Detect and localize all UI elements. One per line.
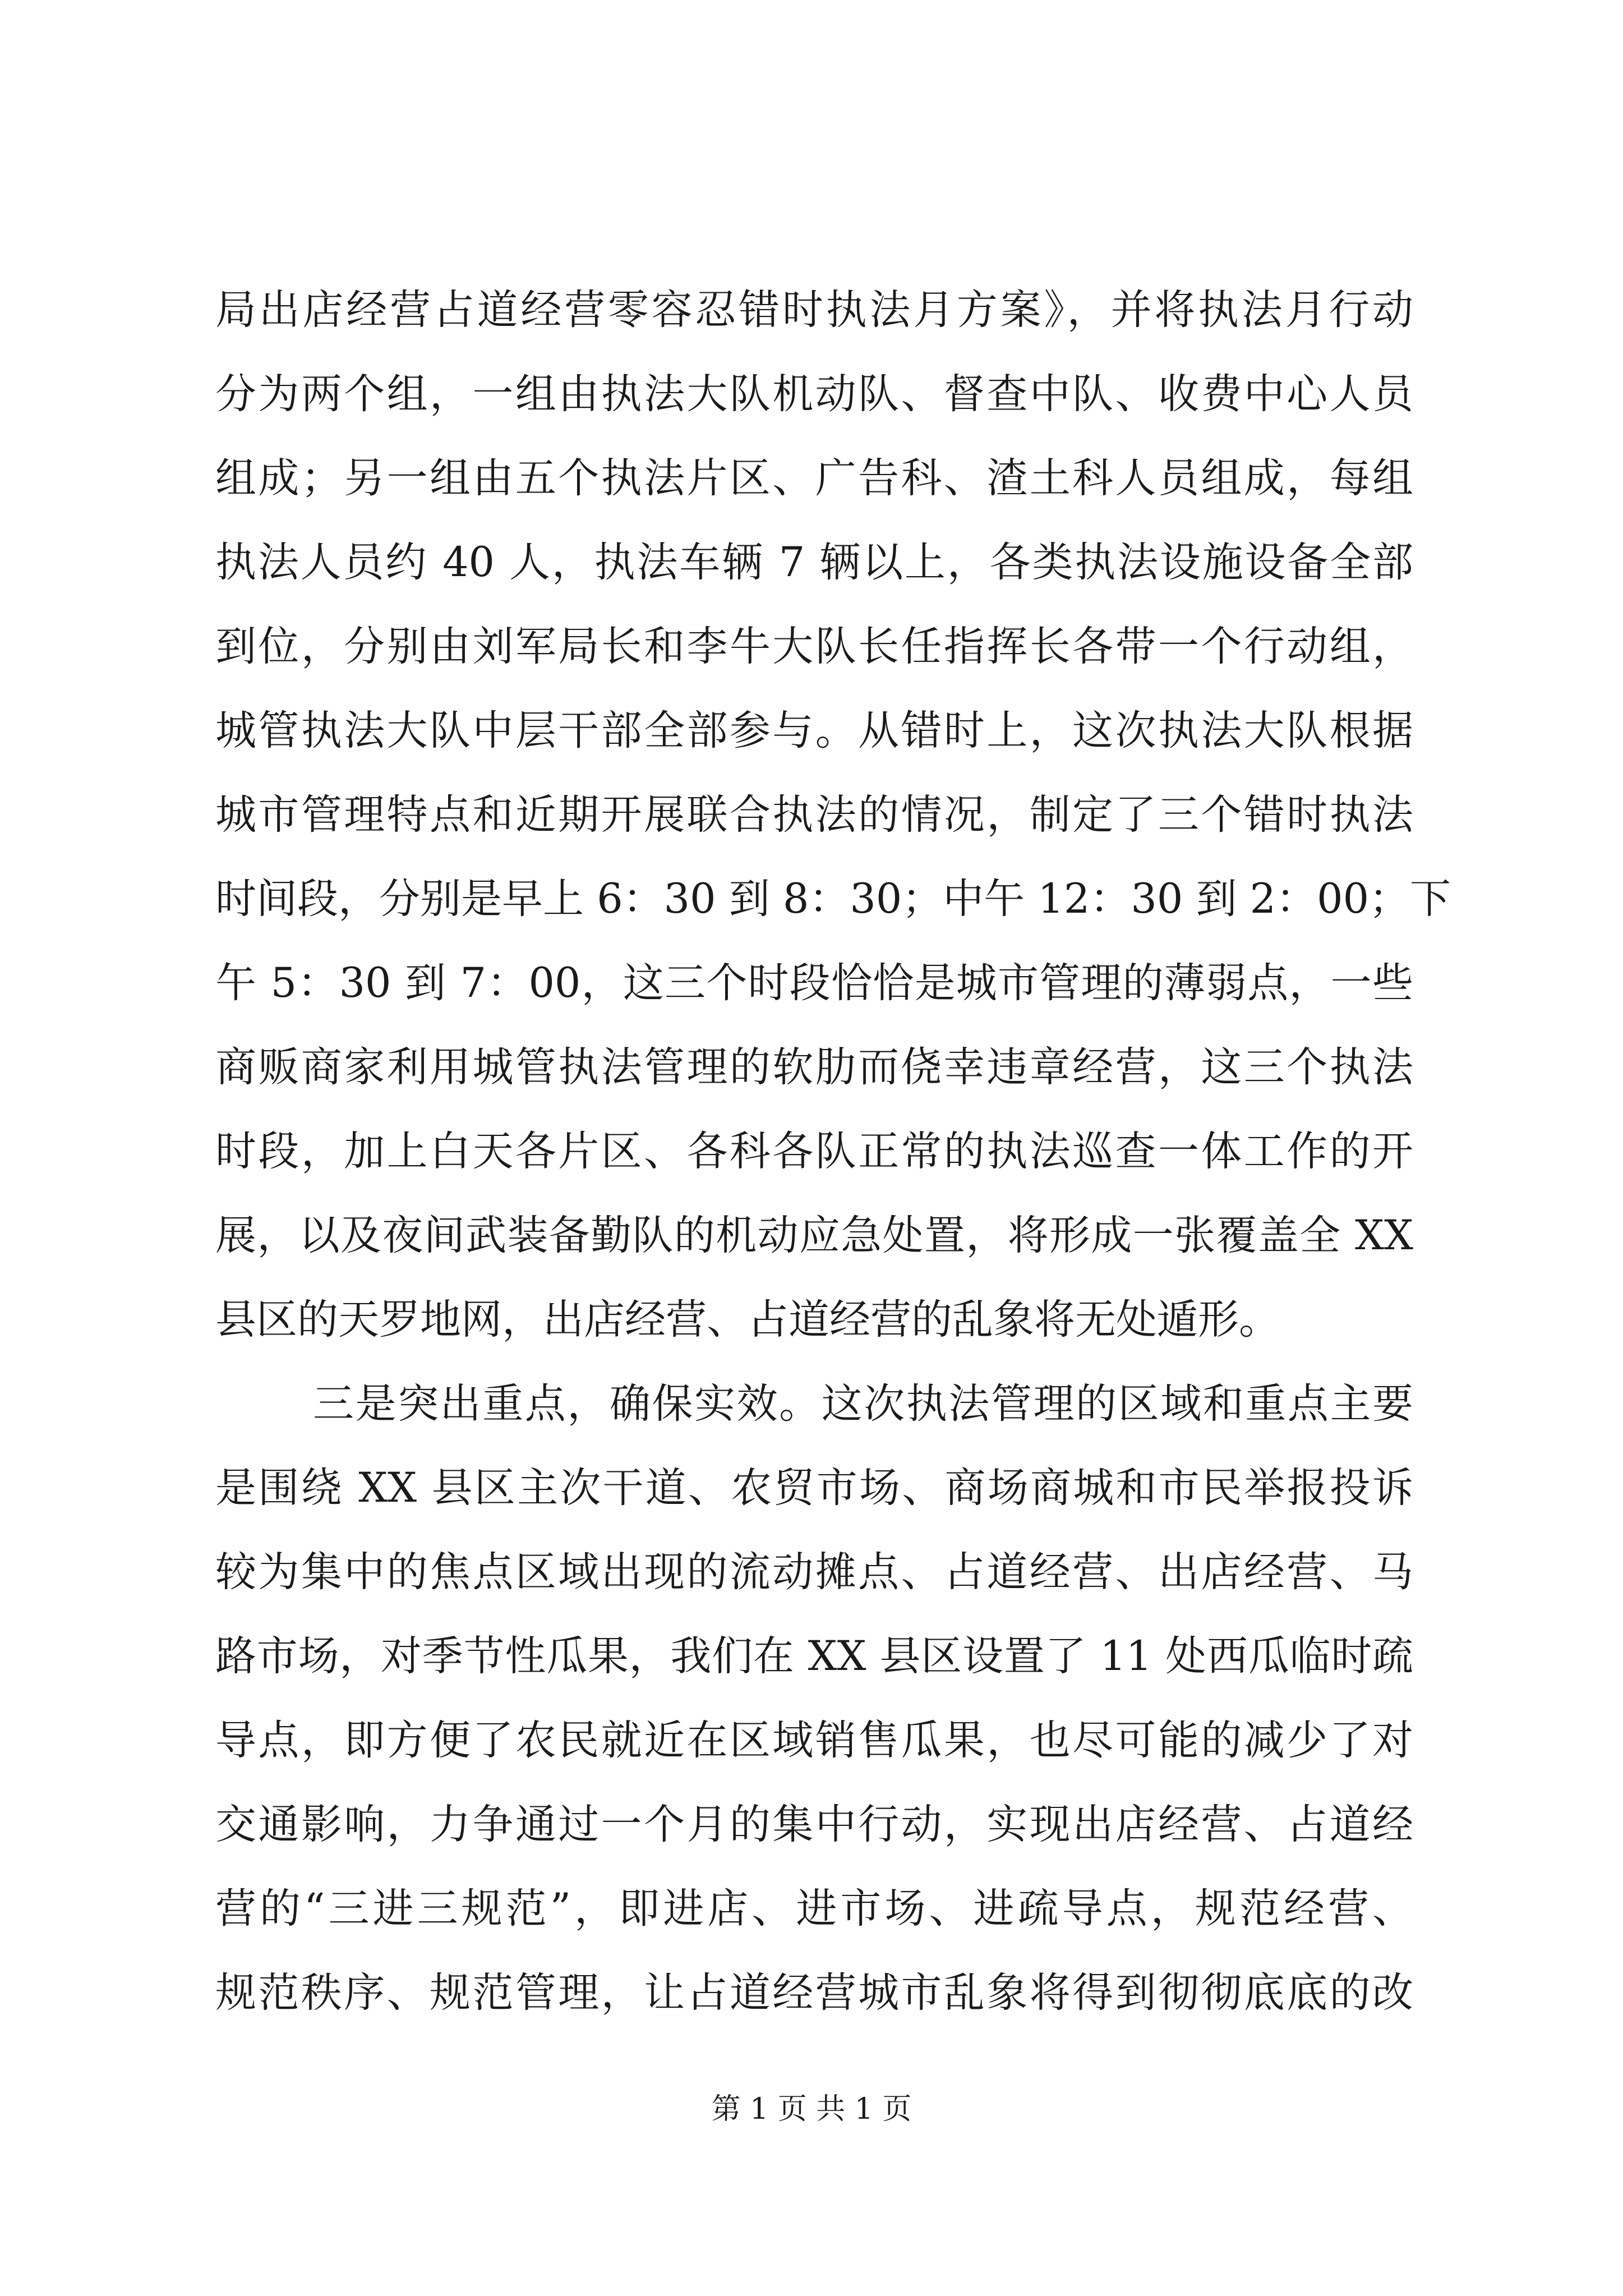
text-line: 展，以及夜间武装备勤队的机动应急处置，将形成一张覆盖全 XX bbox=[215, 1212, 1413, 1259]
text-line: 到位，分别由刘军局长和李牛大队长任指挥长各带一个行动组， bbox=[215, 623, 1413, 670]
text-line: 分为两个组，一组由执法大队机动队、督查中队、收费中心人员 bbox=[215, 370, 1413, 418]
text-line: 时间段，分别是早上 6：30 到 8：30；中午 12：30 到 2：00；下 bbox=[215, 875, 1451, 923]
text-line: 组成；另一组由五个执法片区、广告科、渣土科人员组成，每组 bbox=[215, 454, 1413, 502]
text-line: 执法人员约 40 人，执法车辆 7 辆以上，各类执法设施设备全部 bbox=[215, 539, 1413, 586]
text-line: 局出店经营占道经营零容忍错时执法月方案》，并将执法月行动 bbox=[215, 286, 1413, 334]
page-number-footer: 第 1 页 共 1 页 bbox=[711, 2092, 912, 2126]
text-line: 规范秩序、规范管理，让占道经营城市乱象将得到彻彻底底的改 bbox=[215, 1969, 1413, 2017]
text-line: 是围绕 XX 县区主次干道、农贸市场、商场商城和市民举报投诉 bbox=[215, 1464, 1413, 1512]
paragraph-first-line: 三是突出重点，确保实效。这次执法管理的区域和重点主要 bbox=[313, 1380, 1413, 1428]
text-line: 营的“三进三规范”，即进店、进市场、进疏导点，规范经营、 bbox=[215, 1885, 1413, 1932]
text-line: 午 5：30 到 7：00，这三个时段恰恰是城市管理的薄弱点，一些 bbox=[215, 959, 1413, 1007]
text-line: 城市管理特点和近期开展联合执法的情况，制定了三个错时执法 bbox=[215, 791, 1413, 839]
text-line: 城管执法大队中层干部全部参与。从错时上，这次执法大队根据 bbox=[215, 707, 1413, 754]
text-line: 交通影响，力争通过一个月的集中行动，实现出店经营、占道经 bbox=[215, 1801, 1413, 1848]
text-line: 较为集中的焦点区域出现的流动摊点、占道经营、出店经营、马 bbox=[215, 1548, 1413, 1596]
text-line: 时段，加上白天各片区、各科各队正常的执法巡查一体工作的开 bbox=[215, 1128, 1413, 1175]
text-line: 路市场，对季节性瓜果，我们在 XX 县区设置了 11 处西瓜临时疏 bbox=[215, 1632, 1413, 1680]
text-line: 县区的天罗地网，出店经营、占道经营的乱象将无处遁形。 bbox=[215, 1296, 1280, 1343]
text-line: 导点，即方便了农民就近在区域销售瓜果，也尽可能的减少了对 bbox=[215, 1717, 1413, 1764]
text-line: 商贩商家利用城管执法管理的软肋而侥幸违章经营，这三个执法 bbox=[215, 1043, 1413, 1091]
